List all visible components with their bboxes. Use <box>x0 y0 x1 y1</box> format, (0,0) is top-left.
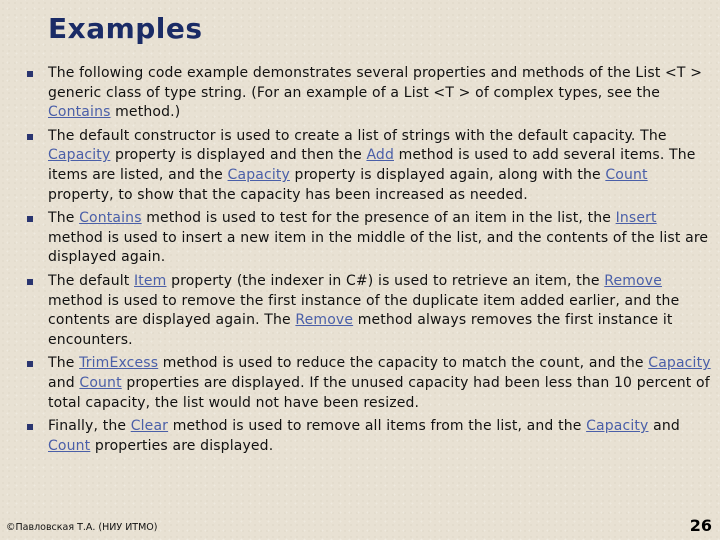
footer-copyright: ©Павловская Т.А. (НИУ ИТМО) <box>6 522 158 533</box>
link-add[interactable]: Add <box>366 147 394 164</box>
bullet-text: method is used to add several items. The items are listed, and the <box>48 147 696 183</box>
bullet-item <box>22 417 712 456</box>
bullet-text: method always removes the first instance it encounters. <box>48 312 673 348</box>
bullet-text: The <box>48 210 80 227</box>
bullet-square-icon <box>27 134 33 140</box>
bullet-text: property is displayed again, along with the <box>289 166 606 183</box>
link-count[interactable]: Count <box>79 374 122 391</box>
link-trimexcess[interactable]: TrimExcess <box>79 355 159 372</box>
bullet-text: and <box>48 374 80 391</box>
link-count[interactable]: Count <box>48 437 91 454</box>
link-capacity[interactable]: Capacity <box>648 355 711 372</box>
bullet-text: The default constructor is used to create a list of strings with the default capacity. The <box>48 127 667 144</box>
bullet-square-icon <box>27 216 33 222</box>
bullet-item <box>22 272 712 350</box>
bullet-text: method is used to remove all items from the list, and the <box>168 418 587 435</box>
link-remove[interactable]: Remove <box>604 272 662 289</box>
bullet-text: method is used to remove the first instance of the duplicate item added earlier, and the contents are displayed again. The <box>48 292 680 329</box>
link-capacity[interactable]: Capacity <box>227 166 290 183</box>
bullet-text: and <box>648 418 680 435</box>
bullet-square-icon <box>27 279 33 285</box>
bullet-text: method is used to test for the presence of an item in the list, the <box>141 210 616 227</box>
link-contains[interactable]: Contains <box>48 104 111 121</box>
bullet-item <box>22 127 712 205</box>
bullet-text: property, to show that the capacity has been increased as needed. <box>48 186 528 203</box>
bullet-text: properties are displayed. If the unused capacity had been less than 10 percent of total capacity, the list would not have been resized. <box>48 374 710 411</box>
bullet-text: method is used to insert a new item in the middle of the list, and the contents of the list are displayed again. <box>48 229 709 266</box>
link-capacity[interactable]: Capacity <box>586 418 649 435</box>
bullet-text: method.) <box>110 104 181 121</box>
link-contains[interactable]: Contains <box>79 210 142 227</box>
slide-title: Examples <box>48 12 203 45</box>
bullet-square-icon <box>27 361 33 367</box>
bullet-square-icon <box>27 424 33 430</box>
link-clear[interactable]: Clear <box>130 418 169 435</box>
bullet-text: Finally, the <box>48 418 131 435</box>
link-capacity[interactable]: Capacity <box>48 147 111 164</box>
bullet-text: properties are displayed. <box>90 437 274 454</box>
link-item[interactable]: Item <box>134 272 167 289</box>
link-count[interactable]: Count <box>605 166 648 183</box>
bullet-item <box>22 209 712 268</box>
page-number: 26 <box>689 516 712 535</box>
bullet-item <box>22 64 712 123</box>
bullet-square-icon <box>27 71 33 77</box>
bullet-list <box>22 64 712 460</box>
bullet-text: property is displayed and then the <box>110 147 367 164</box>
bullet-text: The following code example demonstrates several properties and methods of the List <T > generic class of type string. (For an example of a List <T > of complex types, see the <box>48 65 703 101</box>
link-remove[interactable]: Remove <box>295 312 354 329</box>
bullet-text: The <box>48 355 80 372</box>
bullet-text: method is used to reduce the capacity to match the count, and the <box>158 355 649 372</box>
bullet-text: property (the indexer in C#) is used to retrieve an item, the <box>166 272 605 289</box>
bullet-text: The default <box>48 272 134 289</box>
link-insert[interactable]: Insert <box>615 210 657 227</box>
bullet-item <box>22 354 712 413</box>
